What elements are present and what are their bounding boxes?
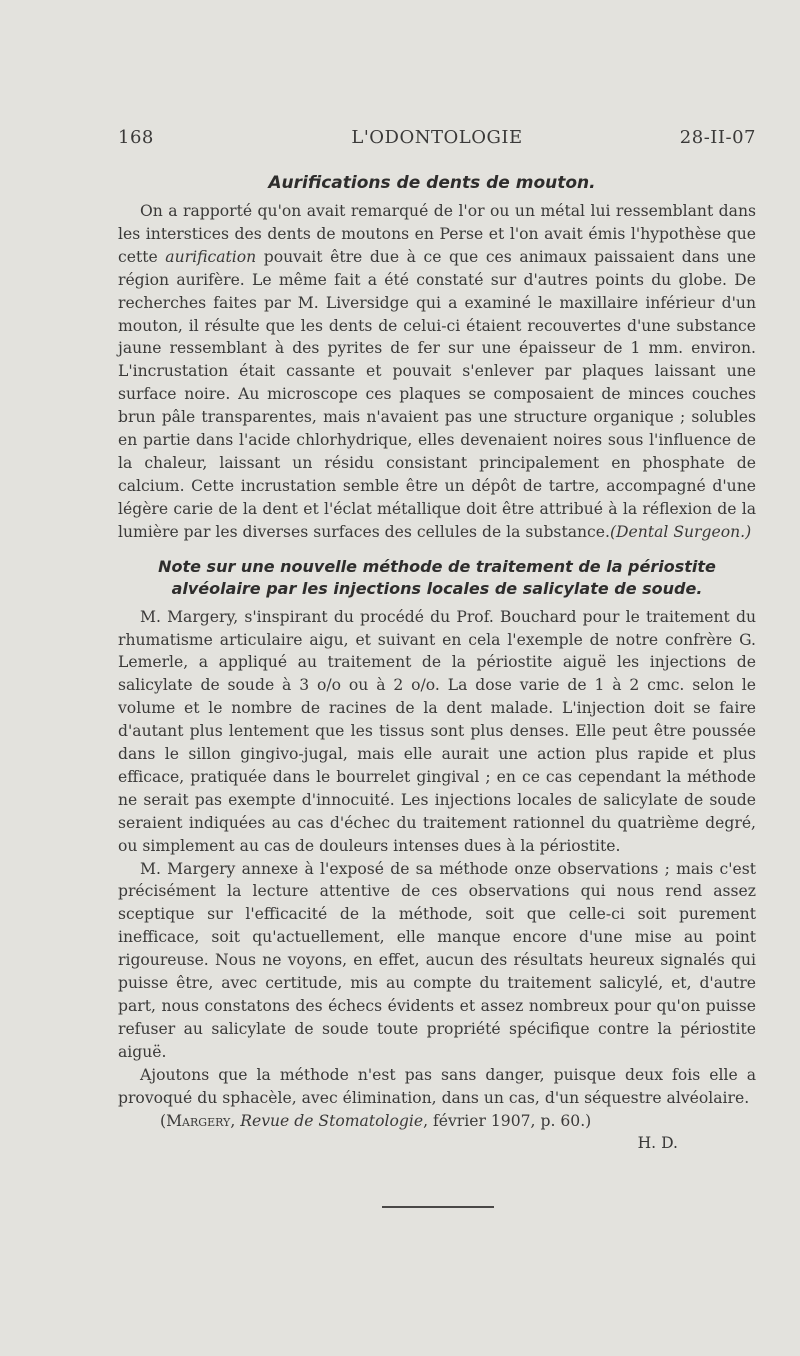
author-signature: H. D. — [637, 1134, 678, 1153]
article-paragraph: M. Margery, s'inspirant du procédé du Prof. Bouchard pour le traitement du rhumatisme articulaire aigu, et suivant en cela l'exemple de notre confrère G. Lemerle, a appliqué au traitement de la périostite aiguë les injections de salicylate de soude à 3 o/o ou à 2 o/o. La dose varie de 1 à 2 cmc. selon le volume et le nombre de racines de la dent malade. L'injection doit se faire d'autant plus lentement que les tissus sont plus denses. Elle peut être poussée dans le sillon gingivo-jugal, mais elle aurait une action plus rapide et plus efficace, pratiquée dans le bourrelet gingival ; en ce cas cependant la méthode ne serait pas exempte d'innocuité. Les injections locales de salicylate de soude seraient indiquées au cas d'échec du traitement rationnel du quatrième degré, ou simplement au cas de douleurs intenses dues à la périostite. — [118, 607, 756, 855]
citation-part: , février 1907, p. 60.) — [423, 1111, 592, 1130]
text-column — [118, 170, 756, 1155]
running-header — [118, 127, 756, 155]
citation-author: Margery — [166, 1111, 231, 1130]
journal-title: L'ODONTOLOGIE — [351, 127, 523, 148]
paragraph-text: pouvait être due à ce que ces animaux paissaient dans une région aurifère. Le même fait a été constaté sur d'autres points du globe. De recherches faites par M. Liversidge qui a examiné le maxillaire inférieur d'un mouton, il résulte que les dents de celui-ci étaient recouvertes d'une substance jaune ressemblant à des pyrites de fer sur une épaisseur de 1 mm. environ. L'incrustation était cassante et pouvait s'enlever par plaques laissant une surface noire. Au microscope ces plaques se composaient de minces couches brun pâle transparentes, mais n'avaient pas une structure organique ; solubles en partie dans l'acide chlorhydrique, elles devenaient noires sous l'influence de la chaleur, laissant un résidu consistant principalement en phosphate de calcium. Cette incrustation semble être un dépôt de tartre, accompagné d'une légère carie de la dent et l'éclat métallique doit être attribué à la réflexion de la lumière par les diverses surfaces des cellules de la substance. — [118, 247, 757, 541]
article-paragraph: Ajoutons que la méthode n'est pas sans danger, puisque deux fois elle a provoqué du sphacèle, avec élimination, dans un cas, d'un séquestre alvéolaire. — [118, 1065, 756, 1107]
paragraph-text: On a rapporté qu'on avait remarqué de l'or ou un métal lui ressemblant dans les interstices des dents de moutons en Perse et l'on avait émis l'hypothèse que cette — [118, 202, 756, 266]
article-paragraph — [118, 200, 756, 544]
citation-part: , — [230, 1111, 241, 1130]
source-reference: (Dental Surgeon.) — [609, 522, 752, 541]
article-paragraph: M. Margery annexe à l'exposé de sa méthode onze observations ; mais c'est précisément la lecture attentive de ces observations qui nous rend assez sceptique sur l'efficacité de la méthode, soit que celle-ci soit purement inefficace, soit qu'actuellement, elle manque encore d'une mise au point rigoureuse. Nous ne voyons, en effet, aucun des résultats heureux signalés qui puisse être, avec certitude, mis au compte du traitement salicylé, et, d'autre part, nous constatons des échecs évidents et assez nombreux pour qu'on puisse refuser au salicylate de soude toute propriété spécifique contre la périostite aiguë. — [118, 859, 756, 1061]
citation-part: ( — [160, 1111, 167, 1130]
page-number: 168 — [118, 127, 154, 148]
article-title-aurifications: Aurifications de dents de mouton. — [268, 173, 596, 193]
issue-date: 28-II-07 — [679, 127, 756, 148]
emphasis-term: aurification — [165, 247, 257, 266]
end-rule — [382, 1206, 494, 1208]
article-title-periostite — [118, 556, 756, 600]
title-line: Note sur une nouvelle méthode de traitement de la périostite — [158, 556, 716, 576]
title-line: alvéolaire par les injections locales de salicylate de soude. — [171, 578, 703, 598]
citation-journal: Revue de Stomatologie — [240, 1111, 424, 1130]
citation — [118, 1110, 756, 1133]
